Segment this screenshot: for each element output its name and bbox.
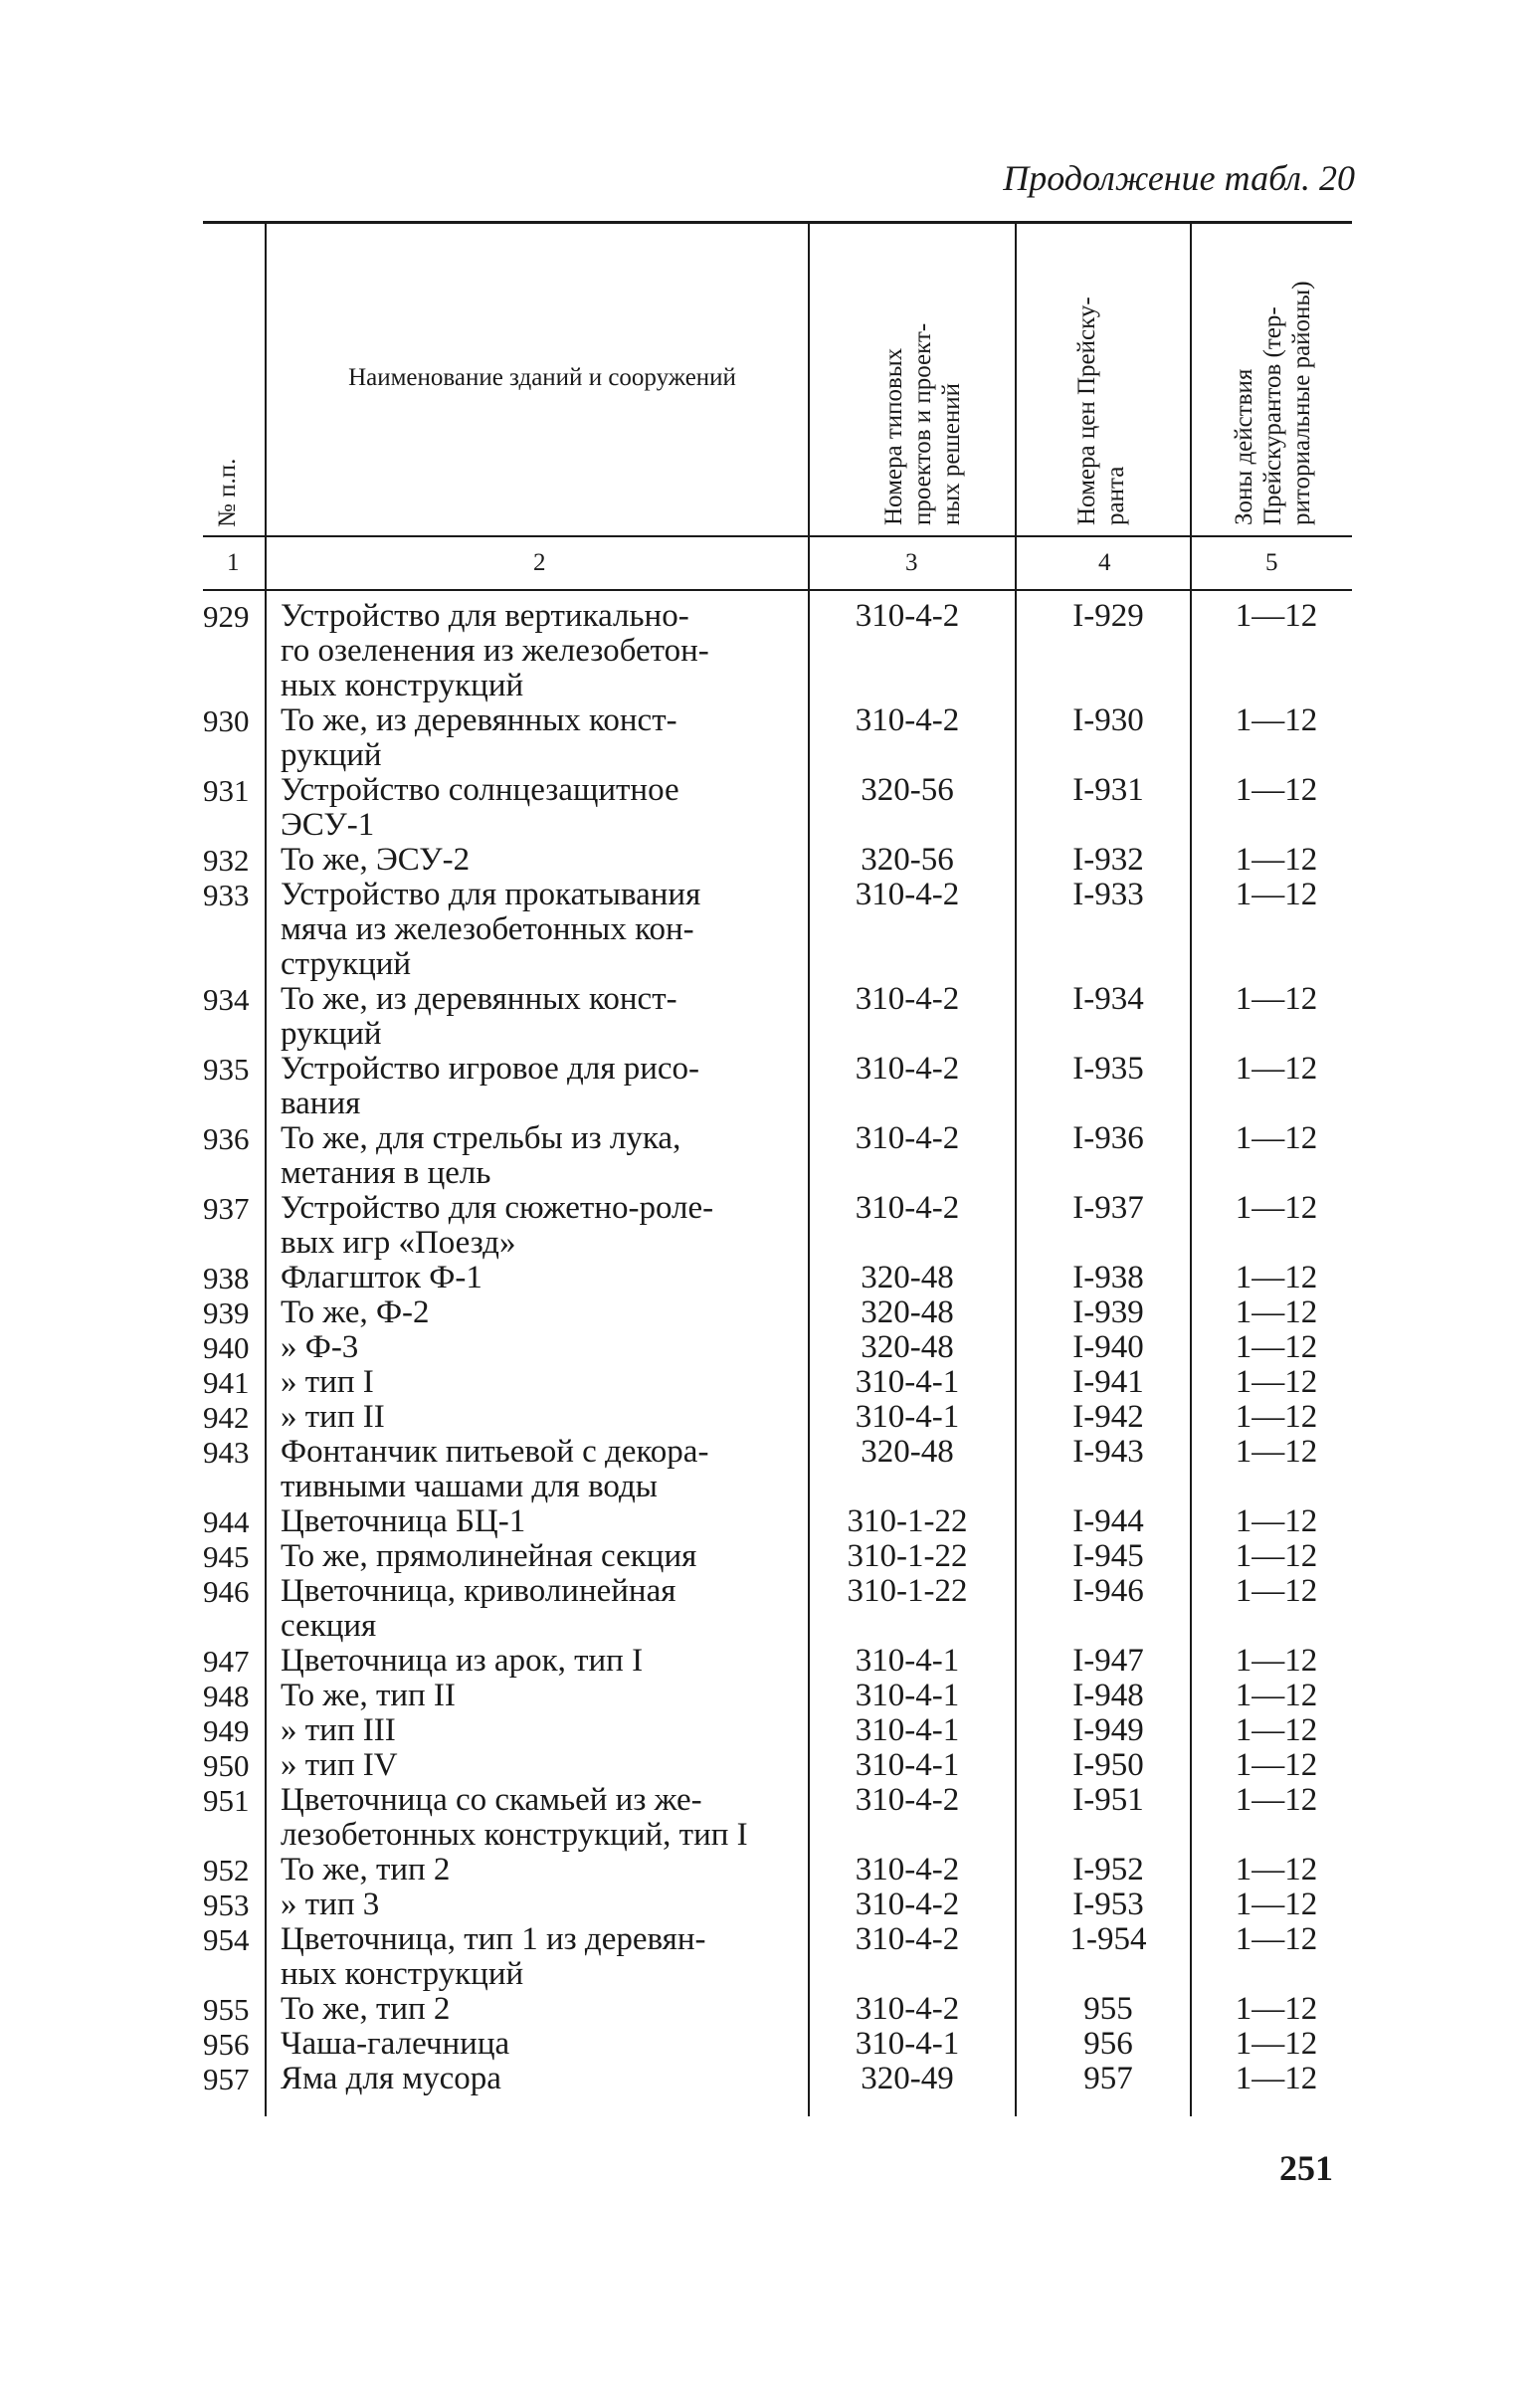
- row-price: I-947: [1072, 1643, 1144, 1679]
- row-project: 320-56: [861, 842, 954, 878]
- row-zone: 1—12: [1235, 2026, 1318, 2062]
- row-zone: 1—12: [1235, 1643, 1318, 1679]
- header-name: Наименование зданий и сооружений: [348, 364, 736, 391]
- row-zone: 1—12: [1235, 772, 1318, 808]
- column-number: 3: [905, 549, 918, 576]
- row-number: 955: [203, 1992, 250, 2027]
- row-number: 940: [203, 1330, 250, 1365]
- row-name: То же, тип 2: [281, 1991, 451, 2027]
- row-price: I-943: [1072, 1434, 1144, 1470]
- row-project: 310-1-22: [847, 1573, 968, 1609]
- row-zone: 1—12: [1235, 1747, 1318, 1783]
- row-price: I-937: [1072, 1190, 1144, 1226]
- row-number: 929: [203, 599, 250, 634]
- row-name: Цветочница БЦ-1: [281, 1503, 526, 1539]
- row-project: 310-4-1: [855, 1399, 960, 1435]
- row-zone: 1—12: [1235, 877, 1318, 912]
- column-number: 5: [1265, 549, 1278, 576]
- column-number: 4: [1098, 549, 1111, 576]
- table-row: [203, 1052, 1352, 1121]
- row-name: Флагшток Ф-1: [281, 1260, 482, 1295]
- row-price: I-951: [1072, 1782, 1144, 1818]
- row-number: 956: [203, 2027, 250, 2062]
- table-row: [203, 773, 1352, 843]
- row-number: 935: [203, 1052, 250, 1087]
- row-price: I-944: [1072, 1503, 1144, 1539]
- row-name: То же, из деревянных конст- рукций: [281, 702, 677, 773]
- row-name: То же, прямолинейная секция: [281, 1538, 697, 1574]
- row-name: То же, из деревянных конст- рукций: [281, 981, 677, 1052]
- row-zone: 1—12: [1235, 1712, 1318, 1748]
- table-top-rule: [203, 221, 1352, 224]
- row-price: I-929: [1072, 598, 1144, 634]
- header-bottom-rule: [203, 535, 1352, 537]
- row-number: 930: [203, 703, 250, 738]
- row-zone: 1—12: [1235, 1260, 1318, 1295]
- row-zone: 1—12: [1235, 1294, 1318, 1330]
- row-zone: 1—12: [1235, 1887, 1318, 1922]
- row-name: Чаша-галечница: [281, 2026, 510, 2062]
- row-name: Устройство для вертикально- го озеленения из железобетон- ных конструкций: [281, 598, 709, 703]
- row-number: 934: [203, 982, 250, 1017]
- row-name: То же, Ф-2: [281, 1294, 430, 1330]
- row-price: I-953: [1072, 1887, 1144, 1922]
- row-number: 933: [203, 878, 250, 912]
- table-row: [203, 703, 1352, 773]
- row-name: Устройство для прокатывания мяча из железобетонных кон- струкций: [281, 877, 701, 982]
- table-row: [203, 1679, 1352, 1713]
- row-number: 949: [203, 1713, 250, 1748]
- row-price: I-946: [1072, 1573, 1144, 1609]
- column-number: 2: [533, 549, 546, 576]
- row-number: 943: [203, 1435, 250, 1470]
- row-price: I-938: [1072, 1260, 1144, 1295]
- row-zone: 1—12: [1235, 1678, 1318, 1713]
- row-name: То же, для стрельбы из лука, метания в цель: [281, 1120, 681, 1191]
- row-number: 946: [203, 1574, 250, 1609]
- row-zone: 1—12: [1235, 1573, 1318, 1609]
- row-name: Устройство солнцезащитное ЭСУ-1: [281, 772, 679, 843]
- row-zone: 1—12: [1235, 1329, 1318, 1365]
- row-price: I-950: [1072, 1747, 1144, 1783]
- row-name: Фонтанчик питьевой с декора- тивными чашами для воды: [281, 1434, 709, 1504]
- row-number: 947: [203, 1644, 250, 1679]
- table-row: [203, 1295, 1352, 1330]
- row-project: 310-4-2: [855, 1921, 960, 1957]
- row-project: 310-1-22: [847, 1503, 968, 1539]
- table-row: [203, 1644, 1352, 1679]
- table-row: [203, 1853, 1352, 1888]
- row-name: » тип IV: [281, 1747, 398, 1783]
- row-project: 310-4-2: [855, 1190, 960, 1226]
- row-name: То же, тип 2: [281, 1852, 451, 1888]
- row-name: Устройство игровое для рисо- вания: [281, 1051, 700, 1121]
- row-number: 953: [203, 1888, 250, 1922]
- table-row: [203, 1992, 1352, 2027]
- row-name: » тип III: [281, 1712, 396, 1748]
- row-project: 310-4-2: [855, 1782, 960, 1818]
- row-number: 950: [203, 1748, 250, 1783]
- table-row: [203, 2027, 1352, 2062]
- row-project: 310-4-1: [855, 2026, 960, 2062]
- row-number: 938: [203, 1261, 250, 1295]
- row-price: I-931: [1072, 772, 1144, 808]
- table-row: [203, 1574, 1352, 1644]
- row-project: 310-4-2: [855, 877, 960, 912]
- table-row: [203, 982, 1352, 1052]
- table-body: [203, 599, 1352, 2096]
- row-price: I-949: [1072, 1712, 1144, 1748]
- table-row: [203, 1365, 1352, 1400]
- row-price: I-935: [1072, 1051, 1144, 1087]
- table-row: [203, 878, 1352, 982]
- row-zone: 1—12: [1235, 1991, 1318, 2027]
- row-zone: 1—12: [1235, 1120, 1318, 1156]
- row-project: 320-48: [861, 1294, 954, 1330]
- row-name: » тип I: [281, 1364, 374, 1400]
- row-number: 932: [203, 843, 250, 878]
- header-zones: Зоны действия Прейскурантов (тер- риториальные районы): [1231, 281, 1315, 525]
- row-project: 320-48: [861, 1260, 954, 1295]
- row-zone: 1—12: [1235, 1852, 1318, 1888]
- row-number: 931: [203, 773, 250, 808]
- row-project: 310-4-2: [855, 598, 960, 634]
- row-price: 957: [1083, 2061, 1133, 2096]
- row-price: I-939: [1072, 1294, 1144, 1330]
- row-name: » тип II: [281, 1399, 385, 1435]
- row-project: 310-4-2: [855, 1051, 960, 1087]
- row-project: 320-49: [861, 2061, 954, 2096]
- row-number: 951: [203, 1783, 250, 1818]
- row-number: 952: [203, 1853, 250, 1888]
- row-zone: 1—12: [1235, 1434, 1318, 1470]
- row-price: I-945: [1072, 1538, 1144, 1574]
- row-number: 941: [203, 1365, 250, 1400]
- row-name: Яма для мусора: [281, 2061, 501, 2096]
- row-number: 957: [203, 2062, 250, 2096]
- row-zone: 1—12: [1235, 2061, 1318, 2096]
- row-project: 310-4-1: [855, 1364, 960, 1400]
- row-name: » Ф-3: [281, 1329, 359, 1365]
- row-name: Цветочница из арок, тип I: [281, 1643, 644, 1679]
- table-row: [203, 599, 1352, 703]
- row-zone: 1—12: [1235, 981, 1318, 1017]
- table-row: [203, 1922, 1352, 1992]
- row-project: 310-4-2: [855, 981, 960, 1017]
- row-project: 310-4-2: [855, 1852, 960, 1888]
- row-project: 310-4-1: [855, 1747, 960, 1783]
- row-price: I-940: [1072, 1329, 1144, 1365]
- row-zone: 1—12: [1235, 1051, 1318, 1087]
- row-project: 320-48: [861, 1434, 954, 1470]
- row-name: То же, ЭСУ-2: [281, 842, 471, 878]
- row-project: 320-56: [861, 772, 954, 808]
- row-zone: 1—12: [1235, 1503, 1318, 1539]
- header-project-numbers: Номера типовых проектов и проект- ных решений: [880, 322, 965, 525]
- row-name: Цветочница, тип 1 из деревян- ных конструкций: [281, 1921, 706, 1992]
- row-project: 310-4-2: [855, 702, 960, 738]
- table-row: [203, 1121, 1352, 1191]
- row-name: Цветочница, криволинейная секция: [281, 1573, 676, 1644]
- row-name: Цветочница со скамьей из же- лезобетонных конструкций, тип I: [281, 1782, 748, 1853]
- table-row: [203, 1783, 1352, 1853]
- table-row: [203, 843, 1352, 878]
- row-project: 320-48: [861, 1329, 954, 1365]
- row-zone: 1—12: [1235, 1364, 1318, 1400]
- row-name: » тип 3: [281, 1887, 380, 1922]
- table-row: [203, 1504, 1352, 1539]
- row-price: I-942: [1072, 1399, 1144, 1435]
- row-number: 954: [203, 1922, 250, 1957]
- row-project: 310-4-1: [855, 1678, 960, 1713]
- row-number: 944: [203, 1504, 250, 1539]
- table-row: [203, 1191, 1352, 1261]
- row-price: I-932: [1072, 842, 1144, 878]
- row-project: 310-4-1: [855, 1712, 960, 1748]
- row-price: 1-954: [1069, 1921, 1147, 1957]
- column-number-rule: [203, 589, 1352, 591]
- row-price: I-936: [1072, 1120, 1144, 1156]
- row-price: I-930: [1072, 702, 1144, 738]
- table-row: [203, 2062, 1352, 2096]
- table-row: [203, 1261, 1352, 1295]
- header-number: № п.п.: [214, 458, 241, 527]
- row-price: I-948: [1072, 1678, 1144, 1713]
- row-project: 310-4-2: [855, 1120, 960, 1156]
- page-number: 251: [1279, 2148, 1333, 2188]
- table-row: [203, 1539, 1352, 1574]
- row-project: 310-1-22: [847, 1538, 968, 1574]
- column-number: 1: [227, 549, 240, 576]
- row-zone: 1—12: [1235, 1921, 1318, 1957]
- row-project: 310-4-2: [855, 1991, 960, 2027]
- row-name: То же, тип II: [281, 1678, 456, 1713]
- row-zone: 1—12: [1235, 702, 1318, 738]
- row-price: 956: [1083, 2026, 1133, 2062]
- table-row: [203, 1400, 1352, 1435]
- row-number: 937: [203, 1191, 250, 1226]
- row-project: 310-4-2: [855, 1887, 960, 1922]
- row-number: 948: [203, 1679, 250, 1713]
- table-row: [203, 1330, 1352, 1365]
- row-number: 939: [203, 1295, 250, 1330]
- row-name: Устройство для сюжетно-роле- вых игр «Поезд»: [281, 1190, 714, 1261]
- table-row: [203, 1435, 1352, 1504]
- table-row: [203, 1713, 1352, 1748]
- row-price: I-941: [1072, 1364, 1144, 1400]
- row-number: 945: [203, 1539, 250, 1574]
- row-price: I-952: [1072, 1852, 1144, 1888]
- row-number: 942: [203, 1400, 250, 1435]
- row-price: 955: [1083, 1991, 1133, 2027]
- row-zone: 1—12: [1235, 598, 1318, 634]
- row-price: I-934: [1072, 981, 1144, 1017]
- table-caption: Продолжение табл. 20: [1003, 158, 1355, 198]
- row-price: I-933: [1072, 877, 1144, 912]
- header-price-numbers: Номера цен Прейску- ранта: [1073, 297, 1129, 525]
- row-project: 310-4-1: [855, 1643, 960, 1679]
- row-zone: 1—12: [1235, 1782, 1318, 1818]
- table-row: [203, 1748, 1352, 1783]
- row-zone: 1—12: [1235, 1538, 1318, 1574]
- row-zone: 1—12: [1235, 1399, 1318, 1435]
- table-row: [203, 1888, 1352, 1922]
- row-zone: 1—12: [1235, 1190, 1318, 1226]
- row-zone: 1—12: [1235, 842, 1318, 878]
- row-number: 936: [203, 1121, 250, 1156]
